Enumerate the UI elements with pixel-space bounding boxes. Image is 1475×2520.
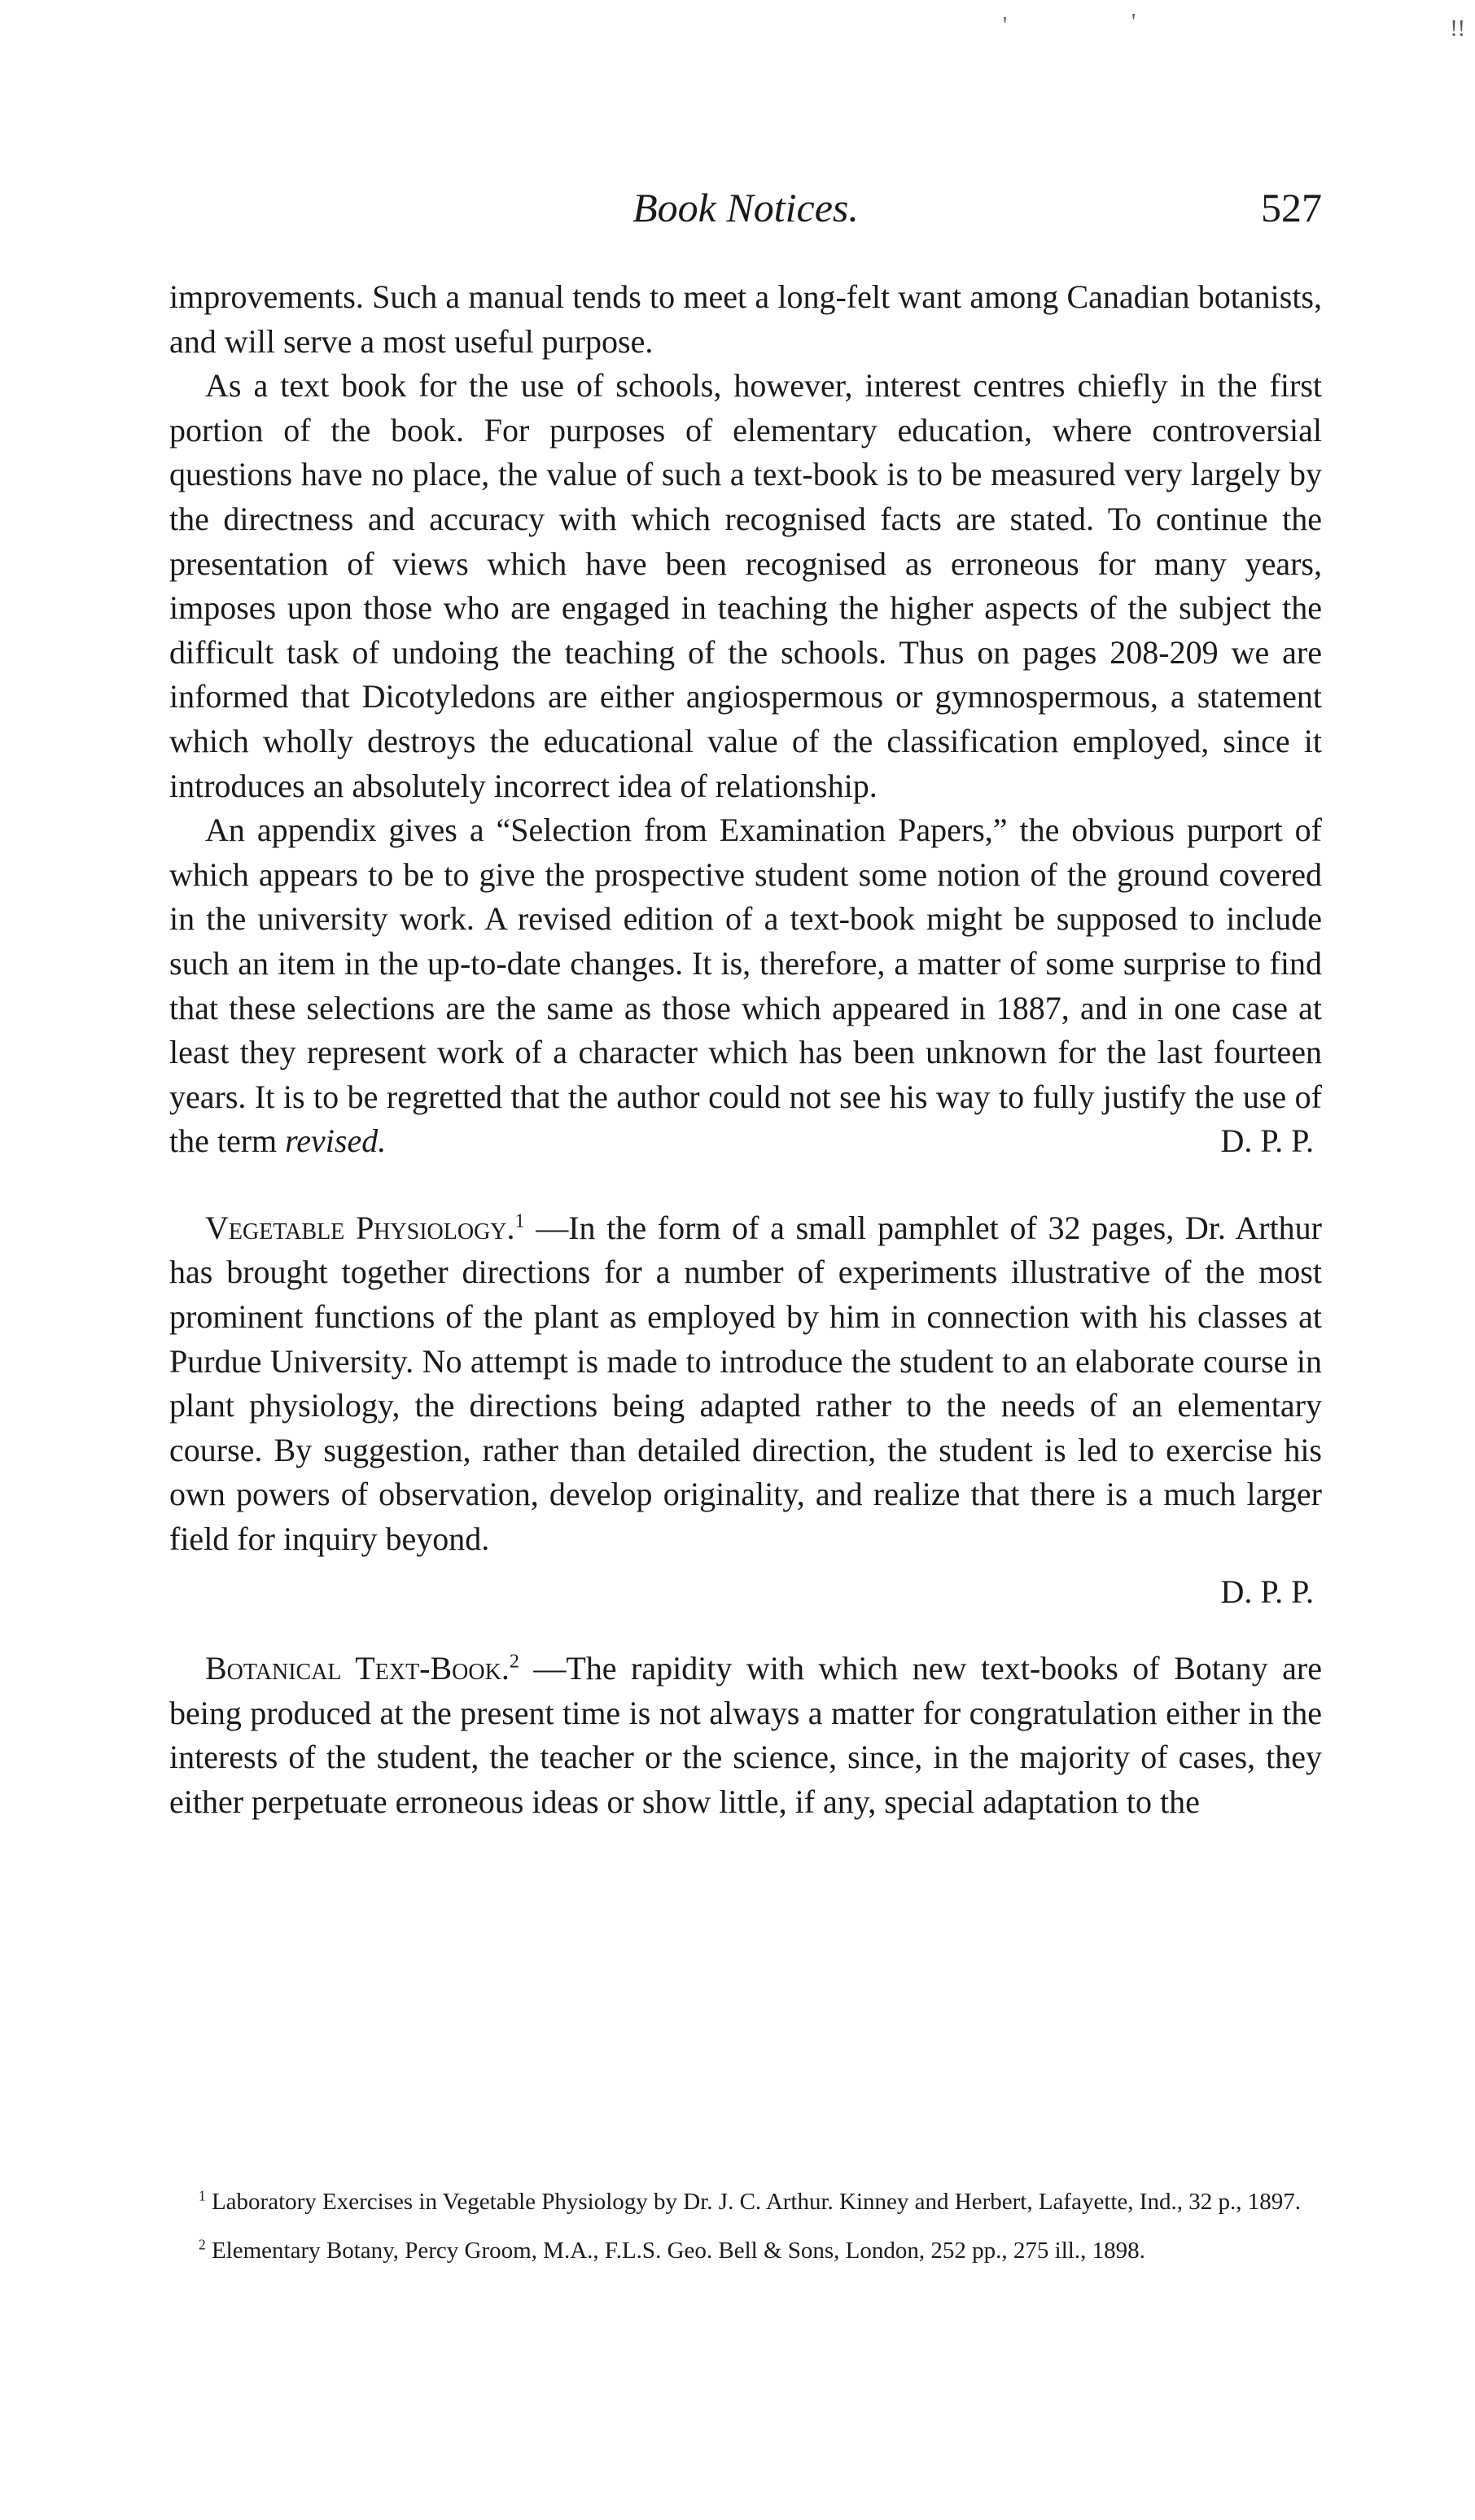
review1-para2: As a text book for the use of schools, however, interest centres chiefly in the first portion of the book. For purposes of elementary education, where controversial questions have no place, the value of such a text-book is to be measured very largely by the directness and accuracy with which recognised facts are stated. To continue the presentation of views which have been recognised as erroneous for many years, imposes upon those who are engaged in teaching the higher aspects of the subject the difficult task of undoing the teaching of the schools. Thus on pages 208-209 we are informed that Dicotyledons are either angiospermous or gymnospermous, a statement which wholly destroys the educational value of the classification employed, since it introduces an absolutely incorrect idea of relationship. [169,367,1322,804]
spacer [169,1562,1322,1570]
review3-body: —The rapidity with which new text-books of Botany are being produced at the present time is not always a matter for congratulation either in the interests of the student, the teacher or the science, since, in the majority of cases, they either perpetuate erroneous ideas or show little, if any, special adaptation to the [169,1650,1322,1820]
review3-para [169,1647,1322,1824]
review1-para3 [169,808,1322,1164]
footnote-2-text: Elementary Botany, Percy Groom, M.A., F.L.S. Geo. Bell & Sons, London, 252 pp., 275 ill., 1898. [211,2238,1145,2264]
footnote-1 [169,2185,1322,2219]
footnote-2 [169,2233,1322,2268]
footnote-2-marker: 2 [199,2236,206,2253]
speck-mark: ' [1131,10,1136,35]
footnote-1-marker: 1 [199,2187,206,2204]
page-header [169,179,1322,236]
footnote-1-text: Laboratory Exercises in Vegetable Physiology by Dr. J. C. Arthur. Kinney and Herbert, Lafayette, Ind., 32 p., 1897. [211,2189,1301,2215]
review2-note-ref: 1 [514,1210,525,1232]
running-head: Book Notices. [632,185,859,230]
spacer [169,1164,1322,1206]
speck-mark: ' [1003,13,1008,38]
body-text [169,275,1322,1825]
review2-para [169,1206,1322,1562]
review2-signature: D. P. P. [1220,1573,1314,1610]
review3-note-ref: 2 [509,1651,519,1673]
review2-title: Vegetable Physiology. [205,1209,515,1246]
review1-para3-italic: revised. [285,1122,387,1160]
corner-mark: !! [1450,16,1465,42]
review2-body: —In the form of a small pamphlet of 32 pages, Dr. Arthur has brought together directions for a number of experiments illustrative of the most prominent functions of the plant as employed by him in connection with his classes at Purdue University. No attempt is made to introduce the student to an elaborate course in plant physiology, the directions being adapted rather to the needs of an elementary course. By suggestion, rather than detailed direction, the student is led to exercise his own powers of observation, develop originality, and realize that there is a much larger field for inquiry beyond. [169,1209,1323,1558]
page-number: 527 [1261,185,1322,230]
review1-signature: D. P. P. [1220,1122,1314,1160]
spacer [169,1614,1322,1647]
review1-para3-text: An appendix gives a “Selection from Examination Papers,” the obvious purport of which appears to be to give the prospective student some notion of the ground covered in the university work. A revised edition of a text-book might be supposed to include such an item in the up-to-date changes. It is, therefore, a matter of some surprise to find that these selections are the same as those which appeared in 1887, and in one case at least they represent work of a character which has been unknown for the last fourteen years. It is to be regretted that the author could not see his way to fully justify the use of the term [169,812,1322,1160]
footnotes [169,2185,1322,2282]
review1-para1: improvements. Such a manual tends to meet a long-felt want among Canadian botanists, and will serve a most useful purpose. [169,278,1322,360]
review3-title: Botanical Text-Book. [205,1650,510,1687]
